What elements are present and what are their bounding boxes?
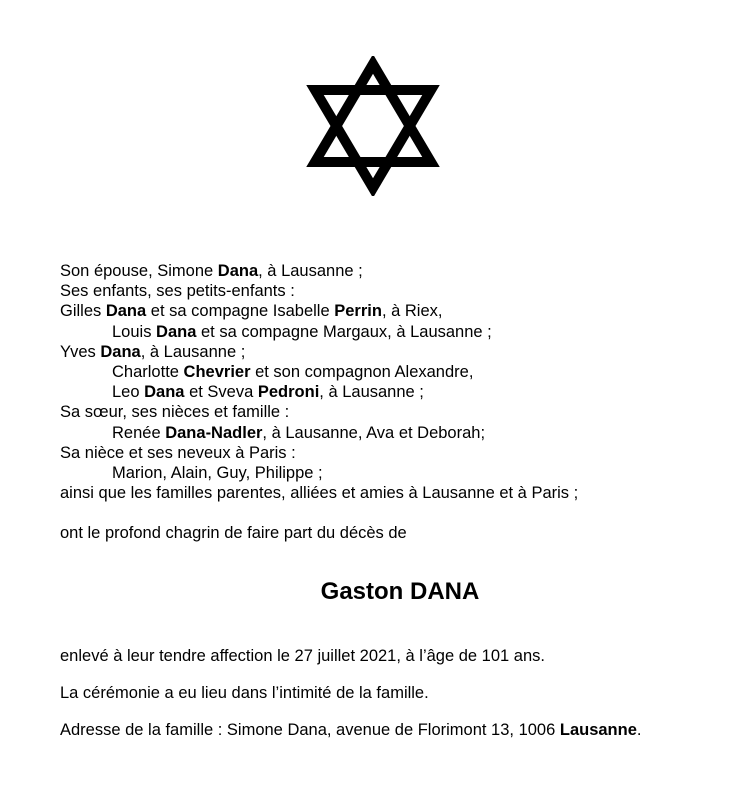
family-surname: Pedroni	[257, 383, 320, 402]
family-line	[60, 301, 578, 321]
family-text: , à Lausanne, Ava et Deborah;	[262, 423, 486, 442]
family-surname: Dana-Nadler	[165, 423, 263, 442]
address-prefix: Adresse de la famille : Simone Dana, avenue de Florimont 13, 1006	[60, 721, 560, 739]
family-text: Sa sœur, ses nièces et famille :	[60, 403, 290, 422]
family-text: Son épouse, Simone	[60, 262, 218, 280]
family-line	[60, 423, 578, 443]
family-address	[60, 720, 642, 740]
deceased-name: Gaston DANA	[320, 578, 480, 605]
family-members-list	[60, 261, 578, 503]
family-text: Renée	[112, 423, 166, 442]
family-surname: Dana	[156, 322, 197, 341]
family-text: ainsi que les familles parentes, alliées et amies à Lausanne et à Paris ;	[60, 484, 579, 503]
family-text: Marion, Alain, Guy, Philippe ;	[112, 464, 323, 483]
family-text: et sa compagne Margaux, à Lausanne ;	[196, 322, 492, 341]
family-line	[60, 443, 578, 463]
family-surname: Dana	[105, 302, 147, 321]
family-text: , à Lausanne ;	[258, 262, 363, 280]
announcement-text: ont le profond chagrin de faire part du décès de	[60, 524, 407, 542]
family-text: Leo	[112, 383, 145, 402]
family-line	[60, 402, 578, 422]
family-text: et son compagnon Alexandre,	[250, 363, 474, 382]
family-text: Louis	[112, 322, 157, 341]
family-line	[60, 342, 578, 362]
death-notice-text: enlevé à leur tendre affection le 27 juillet 2021, à l’âge de 101 ans.	[60, 647, 545, 665]
family-line	[60, 362, 578, 382]
family-line	[60, 281, 578, 301]
address-suffix: .	[636, 721, 642, 739]
family-text: , à Lausanne ;	[319, 383, 424, 402]
family-line	[60, 463, 578, 483]
family-surname: Dana	[217, 262, 259, 280]
family-text: Charlotte	[112, 363, 184, 382]
star-of-david-icon	[306, 56, 440, 196]
family-text: Sa nièce et ses neveux à Paris :	[60, 443, 296, 462]
family-surname: Dana	[100, 342, 141, 361]
family-text: , à Riex,	[381, 302, 443, 321]
family-line	[60, 483, 578, 503]
family-line	[60, 382, 578, 402]
family-text: Ses enfants, ses petits-enfants :	[60, 282, 295, 301]
family-surname: Perrin	[334, 302, 382, 321]
address-city: Lausanne	[559, 721, 637, 739]
family-line	[60, 261, 578, 281]
family-surname: Dana	[144, 383, 185, 402]
family-text: et sa compagne Isabelle	[146, 302, 335, 321]
family-text: Yves	[60, 342, 101, 361]
family-text: et Sveva	[184, 383, 258, 402]
family-text: Gilles	[60, 302, 106, 321]
family-surname: Chevrier	[183, 363, 251, 382]
family-line	[60, 322, 578, 342]
ceremony-text: La cérémonie a eu lieu dans l’intimité de la famille.	[60, 684, 429, 702]
family-text: , à Lausanne ;	[140, 342, 246, 361]
